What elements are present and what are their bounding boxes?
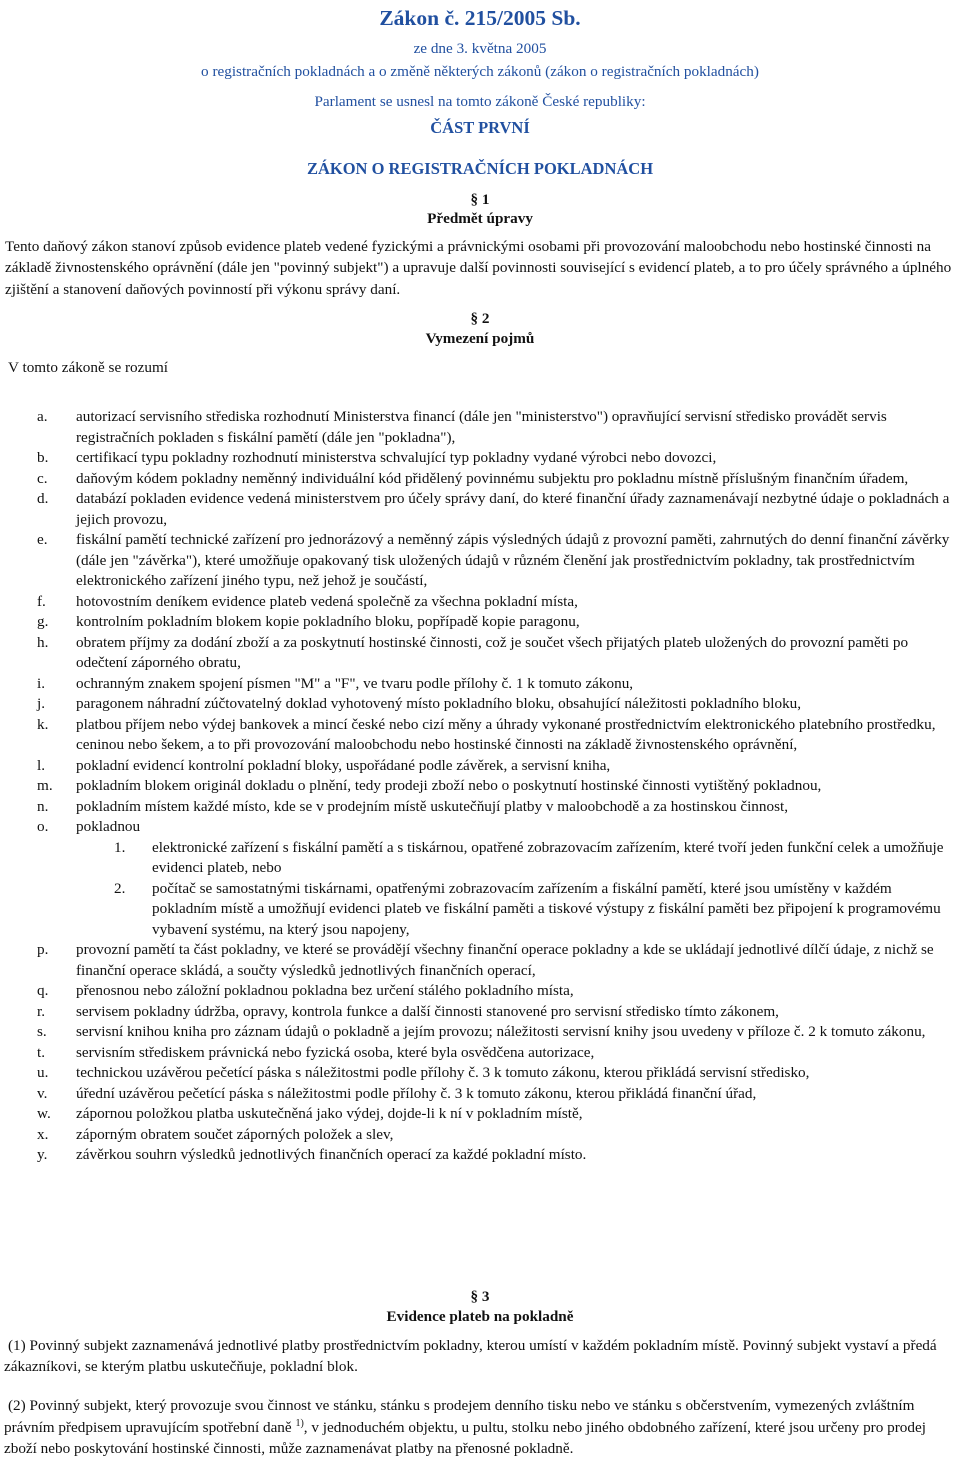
definition-item	[0, 407, 960, 448]
definition-letter: l.	[37, 756, 46, 774]
definition-letter: r.	[37, 1002, 46, 1020]
definition-item	[0, 776, 960, 797]
definition-item	[0, 1063, 960, 1084]
definition-text: fiskální pamětí technické zařízení pro jednorázový a neměnný zápis výsledných údajů z provozní paměti, zahrnutých do denní finanční závěrky (dále jen "závěrka"), které umožňuje opakovaný tisk uložených údajů v různém členění jak prostřednictvím pokladny, tak prostřednictvím elektronického zařízení jiného typu, než jehož je součástí,	[76, 531, 950, 589]
definition-text: autorizací servisního střediska rozhodnutí Ministerstva financí (dále jen "ministerstvo") opravňující servisní středisko provádět servis registračních pokladen s fiskální pamětí (dále jen "pokladna"),	[76, 408, 887, 446]
definition-item	[0, 1002, 960, 1023]
section-1-heading: Předmět úpravy	[427, 210, 533, 227]
definition-item	[0, 1084, 960, 1105]
definition-letter: e.	[37, 531, 48, 548]
definition-text: přenosnou nebo záložní pokladnou pokladna bez určení stálého pokladního místa,	[76, 982, 574, 999]
definition-letter: u.	[37, 1064, 49, 1081]
definition-letter: o.	[37, 818, 49, 835]
definition-text: pokladnou	[76, 818, 141, 835]
section-3-paragraph-1: (1) Povinný subjekt zaznamenává jednotlivé platby prostřednictvím pokladny, kterou umístí v každém pokladním místě. Povinný subjekt vystaví a předá zákazníkovi, se kterým platbu uskutečňuje, pokladní blok.	[4, 1337, 937, 1375]
definition-item	[0, 981, 960, 1002]
definition-text: provozní pamětí ta část pokladny, ve které se provádějí všechny finanční operace pokladny a kde se ukládají jednotlivé dílčí údaje, z nichž se finanční operace skládá, a součty výsledků jednotlivých finančních operací,	[76, 941, 934, 979]
subitem-text: počítač se samostatnými tiskárnami, opatřenými zobrazovacím zařízením a fiskální pamětí, které jsou umístěny v každém pokladním místě a umožňují evidenci plateb ve fiskální paměti a tiskové výstupy z fiskální paměti bez připojení k programovému vybavení systému, na který jsou napojeny,	[152, 879, 941, 938]
definition-text: daňovým kódem pokladny neměnný individuální kód přidělený povinnému subjektu pro pokladnu místně příslušným finančním úřadem,	[76, 469, 909, 487]
definition-text: obratem příjmy za dodání zboží a za poskytnutí hostinské činnosti, což je součet všech přijatých plateb uložených do provozní paměti po odečtení záporného obratu,	[76, 633, 909, 671]
definition-item	[0, 530, 960, 592]
definition-letter: q.	[37, 982, 49, 999]
law-title: Zákon č. 215/2005 Sb.	[379, 6, 581, 30]
definition-text: záporným obratem součet záporných položek a slev,	[76, 1125, 394, 1143]
definition-letter: g.	[37, 613, 49, 630]
definition-subitem	[0, 879, 960, 941]
definition-text: úřední uzávěrou pečetící páska s náležitostmi podle přílohy č. 3 k tomuto zákonu, kterou přikládá finanční úřad,	[76, 1084, 757, 1102]
footnote-ref: 1)	[295, 1417, 304, 1429]
definition-text: servisem pokladny údržba, opravy, kontrola funkce a další činnosti stanovené pro servisní středisko tímto zákonem,	[76, 1002, 779, 1020]
definition-letter: n.	[37, 797, 49, 815]
law-subtitle: o registračních pokladnách a o změně některých zákonů (zákon o registračních pokladnách)	[201, 63, 759, 80]
definition-text: paragonem náhradní zúčtovatelný doklad vyhotovený místo pokladního bloku, obsahující náležitosti pokladního bloku,	[76, 695, 802, 712]
definition-subitem	[0, 838, 960, 879]
definition-text: ochranným znakem spojení písmen "M" a "F", ve tvaru podle přílohy č. 1 k tomuto zákonu,	[76, 674, 634, 692]
definition-item	[0, 489, 960, 530]
definition-item	[0, 592, 960, 613]
definition-text: pokladním blokem originál dokladu o plnění, tedy prodeji zboží nebo o poskytnutí hostinské činnosti vytištěný pokladnou,	[76, 777, 822, 794]
definition-letter: j.	[37, 695, 46, 712]
definition-item	[0, 633, 960, 674]
section-1-number: § 1	[470, 191, 490, 208]
definition-item	[0, 1022, 960, 1043]
definition-item	[0, 674, 960, 695]
definitions-list	[0, 407, 960, 1166]
section-2-number: § 2	[470, 310, 490, 327]
definition-text: servisní knihou kniha pro záznam údajů o pokladně a jejím provozu; náležitosti servisní knihy jsou uvedeny v příloze č. 2 k tomuto zákonu,	[76, 1023, 926, 1040]
section-3-paragraph-2	[4, 1395, 956, 1460]
definition-item	[0, 1125, 960, 1146]
paragraph-2-text-after: , v jednoduchém objektu, u pultu, stolku nebo jiného obdobného zařízení, které jsou určeny pro prodej zboží nebo poskytování hostinské činnosti, může zaznamenávat platby na přenosné pokladně.	[4, 1418, 926, 1457]
part-heading: ČÁST PRVNÍ	[430, 118, 530, 137]
definition-letter: f.	[37, 592, 46, 610]
definition-item	[0, 694, 960, 715]
definition-text: servisním střediskem právnická nebo fyzická osoba, které byla osvědčena autorizace,	[76, 1043, 595, 1061]
definition-letter: c.	[37, 469, 48, 487]
definition-item	[0, 1104, 960, 1125]
definition-letter: h.	[37, 633, 49, 651]
definition-letter: k.	[37, 715, 49, 733]
definition-letter: i.	[37, 674, 46, 692]
definition-item	[0, 797, 960, 818]
definition-text: certifikací typu pokladny rozhodnutí ministerstva schvalující typ pokladny vydané výrobci nebo dovozci,	[76, 449, 717, 466]
definition-item	[0, 1043, 960, 1064]
definition-letter: s.	[37, 1023, 47, 1040]
definition-letter: t.	[37, 1043, 46, 1061]
definition-item	[0, 756, 960, 777]
definition-text: pokladní evidencí kontrolní pokladní bloky, uspořádané podle závěrek, a servisní kniha,	[76, 756, 611, 774]
section-3-heading: Evidence plateb na pokladně	[386, 1308, 574, 1325]
definition-text: kontrolním pokladním blokem kopie pokladního bloku, popřípadě kopie paragonu,	[76, 613, 580, 630]
definition-item	[0, 817, 960, 838]
section-3-number: § 3	[470, 1288, 490, 1305]
definition-text: zápornou položkou platba uskutečněná jako výdej, dojde-li k ní v pokladním místě,	[76, 1105, 583, 1122]
law-name-heading: ZÁKON O REGISTRAČNÍCH POKLADNÁCH	[306, 159, 654, 178]
definition-letter: x.	[37, 1125, 49, 1143]
definition-letter: d.	[37, 490, 49, 507]
section-2-intro: V tomto zákoně se rozumí	[8, 359, 168, 376]
definition-letter: w.	[37, 1105, 51, 1122]
definition-letter: b.	[37, 449, 49, 466]
definition-letter: m.	[37, 777, 53, 794]
definition-item	[0, 612, 960, 633]
definition-letter: v.	[37, 1084, 48, 1102]
subitem-number: 2.	[114, 879, 126, 897]
definition-item	[0, 940, 960, 981]
definition-text: platbou příjem nebo výdej bankovek a mincí české nebo cizí měny a úhrady vykonané prostřednictvím elektronického platebního prostředku, ceninou nebo šekem, a to při provozování maloobchodu nebo hostinské činnosti na základě živnostenského oprávnění,	[76, 715, 936, 753]
definition-item	[0, 715, 960, 756]
section-1-text: Tento daňový zákon stanoví způsob evidence plateb vedené fyzickými a právnickými osobami při provozování maloobchodu nebo hostinské činnosti na základě živnostenského oprávnění (dále jen "povinný subjekt") a upravuje další povinnosti související s evidencí plateb, a to pro účely správného a úplného zjištění a stanovení daňových povinností při výkonu správy daní.	[5, 238, 952, 298]
definition-text: závěrkou souhrn výsledků jednotlivých finančních operací za každé pokladní místo.	[76, 1146, 587, 1163]
section-2-heading: Vymezení pojmů	[425, 330, 535, 347]
definition-letter: y.	[37, 1146, 48, 1163]
definition-text: pokladním místem každé místo, kde se v prodejním místě uskutečňují platby v maloobchodě a za hostinskou činnost,	[76, 797, 789, 815]
definition-letter: p.	[37, 941, 49, 958]
definition-item	[0, 448, 960, 469]
paragraph-2-text-before: (2) Povinný subjekt, který provozuje svou činnost ve stánku, stánku s prodejem denního tisku nebo ve stánku s občerstvením, vymezených zvláštním právním předpisem upravujícím spotřební daně	[4, 1397, 915, 1436]
parliament-line: Parlament se usnesl na tomto zákoně České republiky:	[314, 93, 646, 110]
definition-text: databází pokladen evidence vedená ministerstvem pro účely správy daní, do které finanční úřady zaznamenávají nezbytné údaje o pokladnách a jejich provozu,	[76, 490, 950, 528]
definition-item	[0, 469, 960, 490]
definition-text: technickou uzávěrou pečetící páska s náležitostmi podle přílohy č. 3 k tomuto zákonu, kterou přikládá servisní středisko,	[76, 1064, 810, 1081]
definition-text: hotovostním deníkem evidence plateb vedená společně za všechna pokladní místa,	[76, 592, 578, 610]
subitem-number: 1.	[114, 838, 126, 856]
subitem-text: elektronické zařízení s fiskální pamětí a s tiskárnou, opatřené zobrazovacím zařízením, které tvoří jeden funkční celek a umožňuje evidenci plateb, nebo	[152, 838, 944, 876]
definition-letter: a.	[37, 408, 48, 425]
law-date: ze dne 3. května 2005	[413, 40, 547, 57]
definition-item	[0, 1145, 960, 1166]
